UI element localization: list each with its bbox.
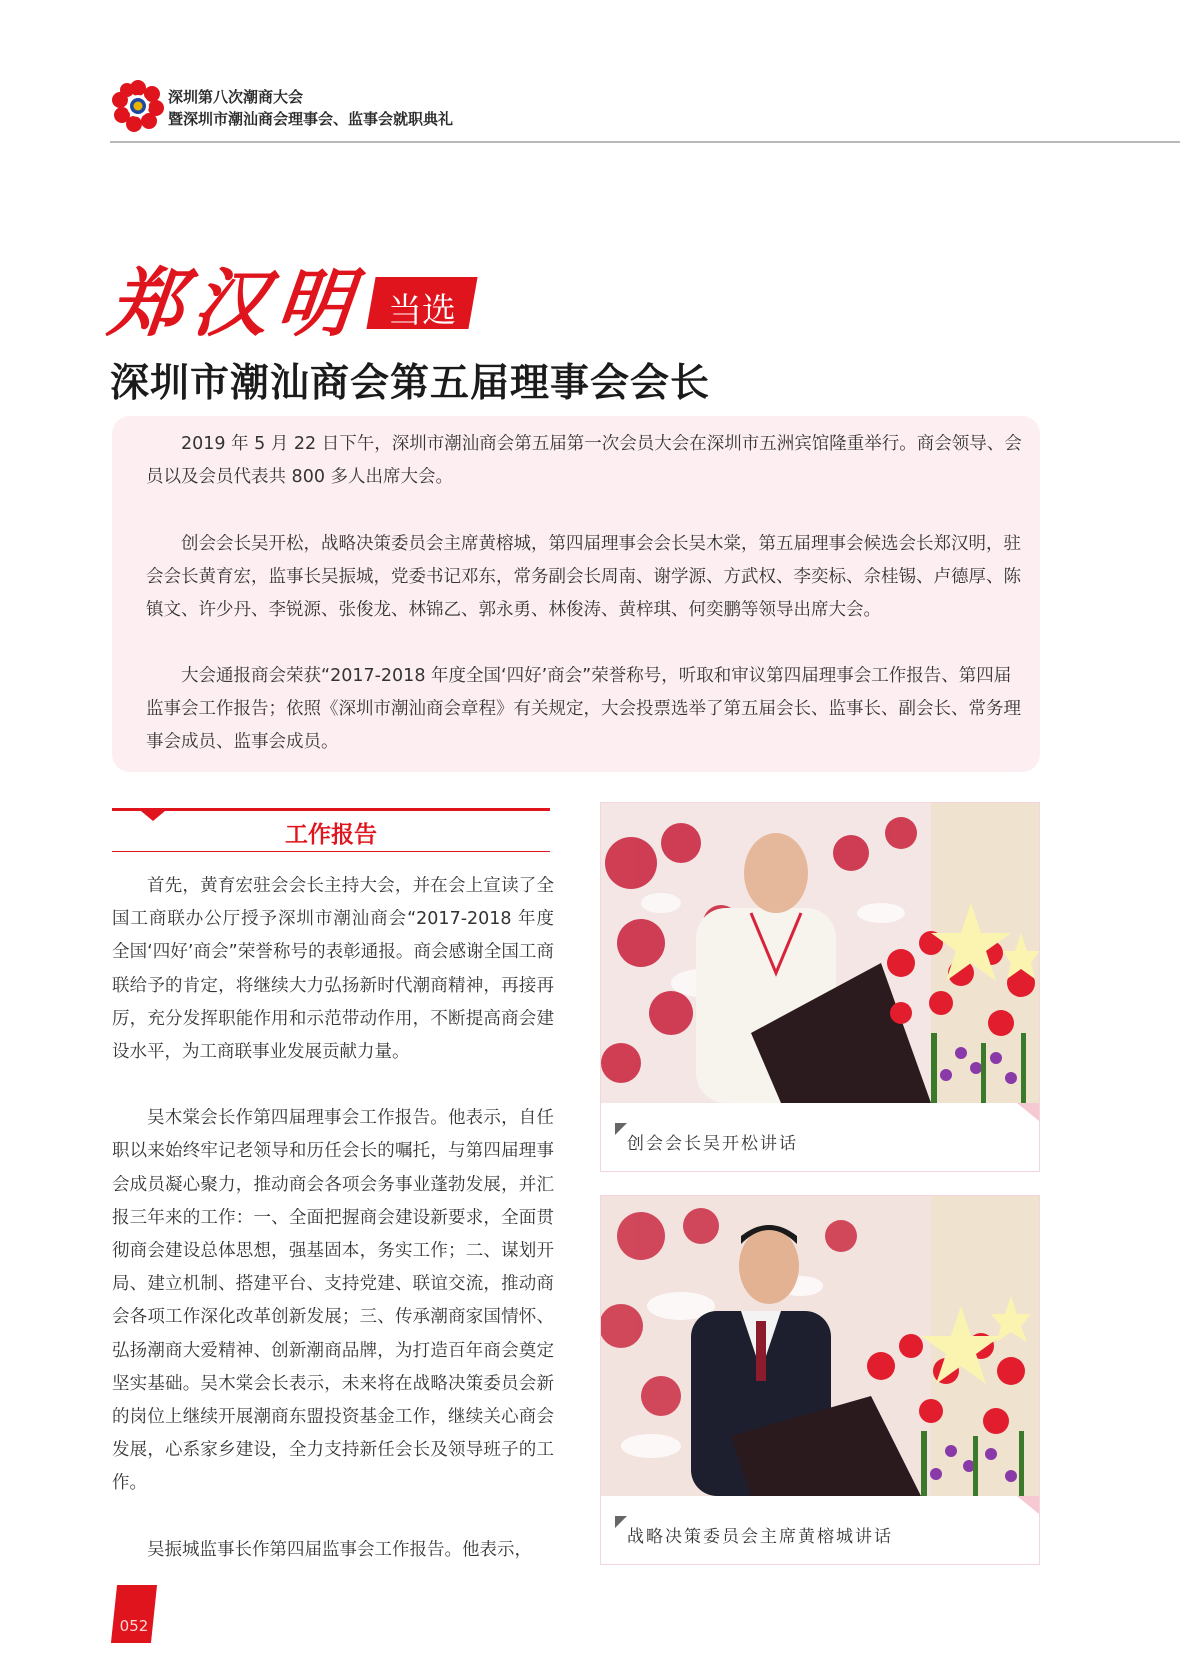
page-number: 052 (119, 1617, 149, 1635)
page-subtitle: 深圳市潮汕商会第五届理事会会长 (110, 361, 711, 406)
section-title: 工作报告 (285, 822, 377, 848)
photo-caption: 战略决策委员会主席黄榕城讲话 (627, 1527, 893, 1547)
event-header (112, 80, 1180, 146)
intro-paragraph: 2019 年 5 月 22 日下午，深圳市潮汕商会第五届第一次会员大会在深圳市五洲宾馆隆重举行。商会领导、会员以及会员代表共 800 多人出席大会。 (146, 434, 1022, 487)
intro-paragraph: 创会会长吴开松，战略决策委员会主席黄榕城，第四届理事会会长吴木棠，第五届理事会候选会长郑汉明，驻会会长黄育宏，监事长吴振城，党委书记邓东，常务副会长周南、谢学源、方武权、李奕标、佘桂锡、卢德厚、陈镇文、许少丹、李锐源、张俊龙、林锦乙、郭永勇、林俊涛、黄梓琪、何奕鹏等领导出席大会。 (146, 534, 1021, 620)
header-divider (110, 141, 1180, 143)
section-rule-top (112, 808, 550, 811)
person-name-title: 郑汉明 (104, 261, 366, 347)
caption-mark-icon (615, 1516, 627, 1528)
photo-caption: 创会会长吴开松讲话 (627, 1134, 798, 1154)
body-paragraph: 吴木棠会长作第四届理事会工作报告。他表示，自任职以来始终牢记老领导和历任会长的嘱托，与第四届理事会成员凝心聚力，推动商会各项会务事业蓬勃发展，并汇报三年来的工作：一、全面把握商会建设新要求，全面贯彻商会建设总体思想，强基固本，务实工作；二、谋划开局、建立机制、搭建平台、支持党建、联谊交流，推动商会各项工作深化改革创新发展；三、传承潮商家国情怀、弘扬潮商大爱精神、创新潮商品牌，为打造百年商会奠定坚实基础。吴木棠会长表示，未来将在战略决策委员会新的岗位上继续开展潮商东盟投资基金工作，继续关心商会发展，心系家乡建设，全力支持新任会长及领导班子的工作。 (112, 1108, 554, 1494)
body-paragraph: 首先，黄育宏驻会会长主持大会，并在会上宣读了全国工商联办公厅授予深圳市潮汕商会“2017-2018 年度全国‘四好’商会”荣誉称号的表彰通报。商会感谢全国工商联给予的肯定，将继续大力弘扬新时代潮商精神，再接再厉，充分发挥职能作用和示范带动作用，不断提高商会建设水平，为工商联事业发展贡献力量。 (112, 876, 554, 1063)
photo-card (600, 802, 1040, 1172)
card-corner-decor (1017, 1496, 1039, 1514)
intro-paragraph: 大会通报商会荣获“2017-2018 年度全国‘四好’商会”荣誉称号，听取和审议第四届理事会工作报告、第四届监事会工作报告；依照《深圳市潮汕商会章程》有关规定，大会投票选举了第五届会长、监事长、副会长、常务理事会成员、监事会成员。 (146, 666, 1021, 752)
body-paragraph: 吴振城监事长作第四届监事会工作报告。他表示， (147, 1539, 532, 1560)
speaker-photo (601, 803, 1039, 1103)
article-body (112, 870, 554, 1567)
section-rule-bottom (112, 851, 550, 852)
card-corner-decor (1017, 1103, 1039, 1121)
header-line-2: 暨深圳市潮汕商会理事会、监事会就职典礼 (168, 110, 454, 128)
photo-card (600, 1195, 1040, 1565)
speaker-photo (601, 1196, 1039, 1496)
elected-badge: 当选 (388, 291, 456, 331)
caption-mark-icon (615, 1123, 627, 1135)
chamber-logo-icon (112, 80, 164, 132)
header-line-1: 深圳第八次潮商大会 (168, 88, 304, 106)
intro-box (112, 416, 1040, 772)
